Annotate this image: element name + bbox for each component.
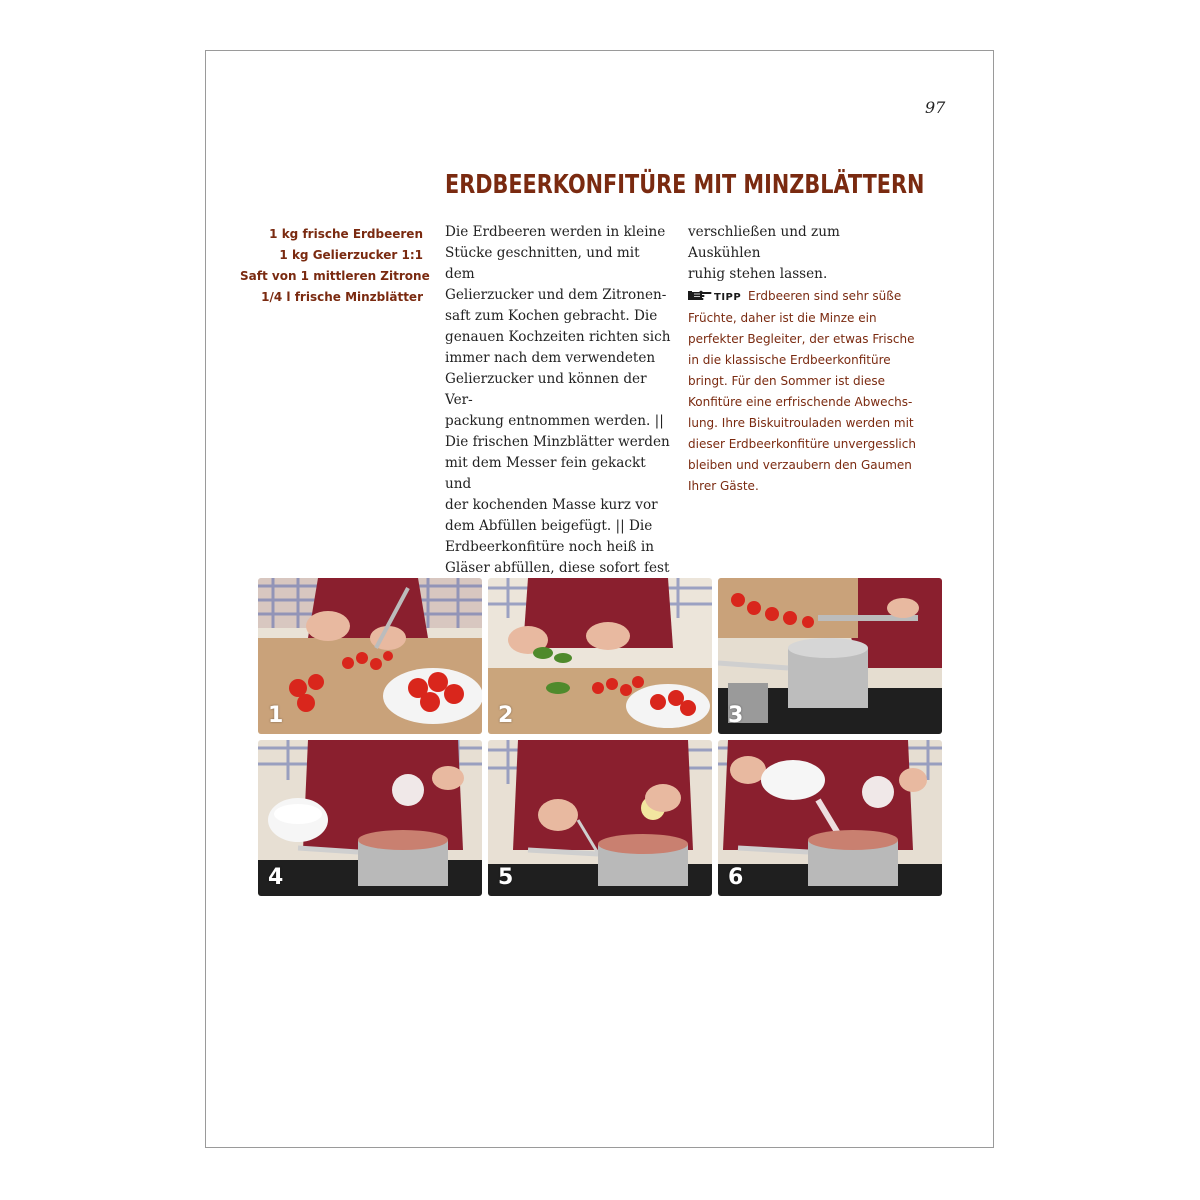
- step-number: 2: [498, 703, 514, 728]
- tip-text-line: dieser Erdbeerkonfitüre unvergesslich: [688, 437, 916, 451]
- text-line: Die Erdbeeren werden in kleine: [445, 224, 666, 240]
- step-number: 3: [728, 703, 744, 728]
- tip-text-line: Früchte, daher ist die Minze ein: [688, 311, 877, 325]
- step-photo: [488, 578, 712, 734]
- text-line: immer nach dem verwendeten: [445, 350, 656, 366]
- text-line: dem Abfüllen beigefügt. || Die: [445, 518, 653, 534]
- tip-text-line: lung. Ihre Biskuitrouladen werden mit: [688, 416, 914, 430]
- tip-text-line: Konfitüre eine erfrischende Abwechs-: [688, 395, 913, 409]
- text-line: packung entnommen werden. ||: [445, 413, 664, 429]
- step-photo: [718, 578, 942, 734]
- text-line: Die frischen Minzblätter werden: [445, 434, 670, 450]
- recipe-title: ERDBEERKONFITÜRE MIT MINZBLÄTTERN: [445, 170, 925, 200]
- text-line: Gelierzucker und dem Zitronen-: [445, 287, 667, 303]
- tip-text-line: Ihrer Gäste.: [688, 479, 759, 493]
- tip-label: TIPP: [714, 292, 742, 303]
- photo-chopping-strawberries: [258, 578, 482, 734]
- instructions-column-2: [688, 222, 916, 285]
- photo-adding-sugar: [258, 740, 482, 896]
- tip-text-line: in die klassische Erdbeerkonfitüre: [688, 353, 891, 367]
- photo-lemon-juice: [488, 740, 712, 896]
- step-photo: [718, 740, 942, 896]
- photo-mint-leaves: [488, 578, 712, 734]
- text-line: Erdbeerkonfitüre noch heiß in: [445, 539, 655, 555]
- text-line: verschließen und zum Auskühlen: [688, 224, 840, 261]
- ingredient-item: Saft von 1 mittleren Zitrone: [240, 269, 430, 283]
- tip-text-line: perfekter Begleiter, der etwas Frische: [688, 332, 915, 346]
- photo-pouring-sugar: [718, 740, 942, 896]
- step-photo-grid: [258, 578, 943, 896]
- step-number: 1: [268, 703, 284, 728]
- text-line: Gläser abfüllen, diese sofort fest: [445, 560, 670, 576]
- tip-text-line: bleiben und verzaubern den Gaumen: [688, 458, 912, 472]
- instructions-column-1: [445, 222, 673, 579]
- tip-text-line: Erdbeeren sind sehr süße: [748, 289, 902, 303]
- step-number: 4: [268, 865, 284, 890]
- ingredient-list: [240, 224, 430, 308]
- tip-first-line: [688, 286, 916, 308]
- text-line: genauen Kochzeiten richten sich: [445, 329, 671, 345]
- step-number: 6: [728, 865, 744, 890]
- text-line: der kochenden Masse kurz vor: [445, 497, 658, 513]
- step-photo: [258, 740, 482, 896]
- text-line: Gelierzucker und können der Ver-: [445, 371, 647, 408]
- ingredient-item: 1 kg frische Erdbeeren: [269, 227, 423, 241]
- photo-pot-on-stove: [718, 578, 942, 734]
- text-line: mit dem Messer fein gekackt und: [445, 455, 646, 492]
- text-line: saft zum Kochen gebracht. Die: [445, 308, 658, 324]
- tip-box: [688, 286, 916, 497]
- tip-text-line: bringt. Für den Sommer ist diese: [688, 374, 886, 388]
- pointing-hand-icon: [688, 287, 712, 298]
- step-photo: [258, 578, 482, 734]
- step-photo: [488, 740, 712, 896]
- page-number: 97: [925, 98, 946, 117]
- ingredient-item: 1/4 l frische Minzblätter: [261, 290, 423, 304]
- text-line: ruhig stehen lassen.: [688, 266, 828, 282]
- step-number: 5: [498, 865, 514, 890]
- text-line: Stücke geschnitten, und mit dem: [445, 245, 640, 282]
- ingredient-item: 1 kg Gelierzucker 1:1: [279, 248, 423, 262]
